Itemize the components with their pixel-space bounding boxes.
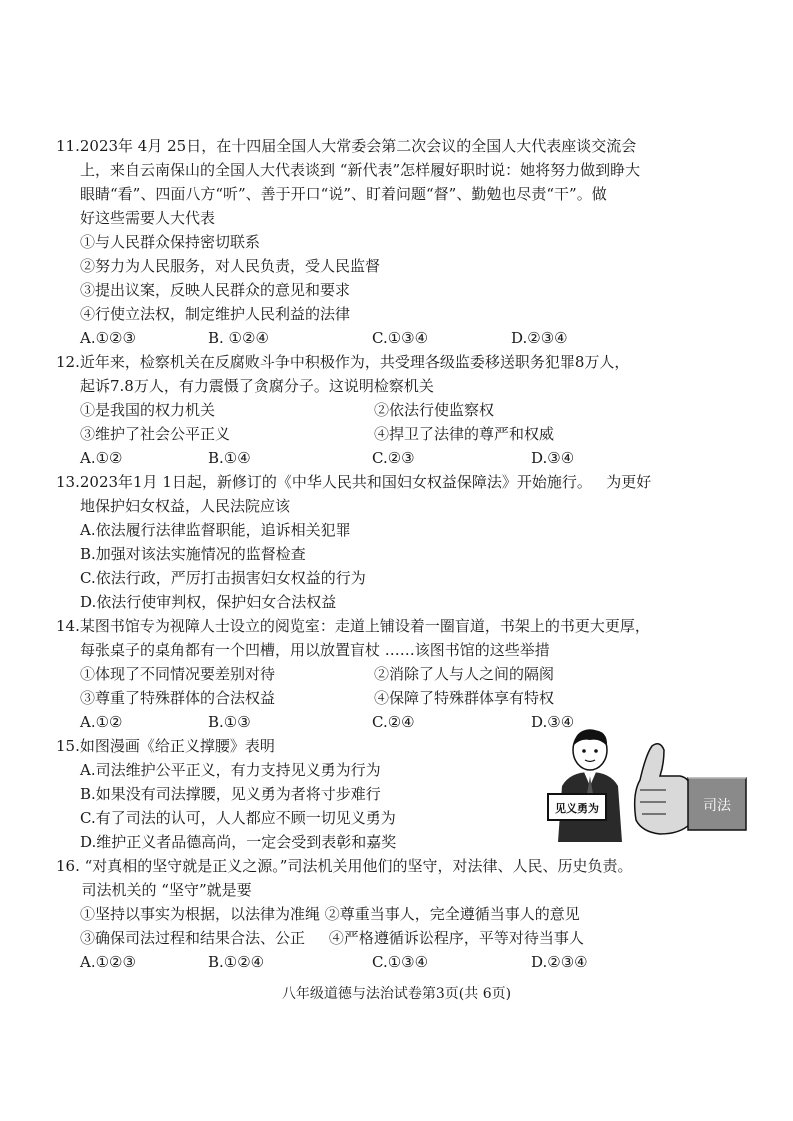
justice-cartoon-image: [540, 724, 750, 844]
answer-choice-a: A.司法维护公平正义，有力支持见义勇为行为: [80, 761, 381, 779]
answer-option-b: B. ①②④: [208, 329, 269, 347]
answer-option-d: D.②③④: [511, 329, 568, 347]
question-stem-line: 地保护妇女权益，人民法院应该: [80, 497, 291, 515]
statement-item: ③提出议案，反映人民群众的意见和要求: [80, 281, 351, 299]
question-stem-line: 16. “对真相的坚守就是正义之源。”司法机关用他们的坚守，对法律、人民、历史负责。: [56, 857, 633, 875]
statement-item: ②依法行使监察权: [374, 401, 495, 419]
statement-item: ①体现了不同情况要差别对待: [80, 665, 276, 683]
statement-item: ④行使立法权，制定维护人民利益的法律: [80, 305, 351, 323]
statement-item: ④捍卫了法律的尊严和权威: [374, 425, 555, 443]
thumbs-up-hand-figure: [635, 744, 746, 834]
statement-item: ②消除了人与人之间的隔阂: [374, 665, 555, 683]
person-figure: [558, 730, 622, 842]
statement-item: ③尊重了特殊群体的合法权益: [80, 689, 276, 707]
question-stem-line: 14.某图书馆专为视障人士设立的阅览室：走道上铺设着一圈盲道，书架上的书更大更厚，: [56, 617, 650, 635]
statement-item: ④保障了特殊群体享有特权: [374, 689, 555, 707]
question-stem-line: 13.2023年1月 1日起，新修订的《中华人民共和国妇女权益保障法》开始施行。 为更好: [56, 473, 652, 491]
statement-item: ②努力为人民服务，对人民负责，受人民监督: [80, 257, 381, 275]
statement-item: ③维护了社会公平正义: [80, 425, 231, 443]
answer-option-d: D.③④: [531, 713, 575, 731]
answer-choice-c: C.有了司法的认可，人人都应不顾一切见义勇为: [80, 809, 396, 827]
answer-option-c: C.②③: [372, 449, 415, 467]
answer-choice-b: B.加强对该法实施情况的监督检查: [80, 545, 306, 563]
answer-option-a: A.①②③: [80, 329, 136, 347]
answer-option-d: D.③④: [531, 449, 575, 467]
answer-option-c: C.①③④: [372, 953, 429, 971]
answer-choice-b: B.如果没有司法撑腰，见义勇为者将寸步难行: [80, 785, 381, 803]
question-stem-line: 眼睛“看”、四面八方“听”、善于开口“说”、盯着问题“督”、勤勉也尽责“干”。做: [80, 185, 607, 203]
question-stem-line: 每张桌子的桌角都有一个凹槽，用以放置盲杖 ……该图书馆的这些举措: [80, 641, 550, 659]
answer-option-a: A.①②: [80, 713, 123, 731]
answer-option-a: A.①②: [80, 449, 123, 467]
hand-label-text: 司法: [703, 798, 731, 814]
answer-option-b: B.①③: [208, 713, 251, 731]
answer-choice-d: D.维护正义者品德高尚，一定会受到表彰和嘉奖: [80, 833, 397, 851]
statement-item: ③确保司法过程和结果合法、公正 ④严格遵循诉讼程序，平等对待当事人: [80, 929, 584, 947]
question-stem-line: 15.如图漫画《给正义撑腰》表明: [56, 737, 275, 755]
answer-option-d: D.②③④: [531, 953, 588, 971]
answer-option-c: C.①③④: [372, 329, 429, 347]
statement-item: ①坚持以事实为根据，以法律为准绳 ②尊重当事人，完全遵循当事人的意见: [80, 905, 580, 923]
question-stem-line: 上，来自云南保山的全国人大代表谈到 “新代表”怎样履好职时说：她将努力做到睁大: [80, 161, 641, 179]
question-stem-line: 12.近年来，检察机关在反腐败斗争中积极作为，共受理各级监委移送职务犯罪8万人，: [56, 353, 630, 371]
question-stem-line: 司法机关的 “坚守”就是要: [72, 881, 252, 899]
answer-option-a: A.①②③: [80, 953, 136, 971]
answer-choice-d: D.依法行使审判权，保护妇女合法权益: [80, 593, 337, 611]
statement-item: ①与人民群众保持密切联系: [80, 233, 261, 251]
page-footer: 八年级道德与法治试卷第3页(共 6页): [281, 986, 512, 1002]
answer-option-b: B.①④: [208, 449, 251, 467]
question-stem-line: 起诉7.8万人，有力震慑了贪腐分子。这说明检察机关: [80, 377, 434, 395]
statement-item: ①是我国的权力机关: [80, 401, 216, 419]
answer-choice-c: C.依法行政，严厉打击损害妇女权益的行为: [80, 569, 366, 587]
sign-text: 见义勇为: [555, 802, 599, 815]
answer-choice-a: A.依法履行法律监督职能，追诉相关犯罪: [80, 521, 351, 539]
question-stem-line: 好这些需要人大代表: [80, 209, 216, 227]
answer-option-c: C.②④: [372, 713, 415, 731]
question-stem-line: 11.2023年 4月 25日，在十四届全国人大常委会第二次会议的全国人大代表座谈交流会: [56, 137, 637, 155]
answer-option-b: B.①②④: [208, 953, 265, 971]
